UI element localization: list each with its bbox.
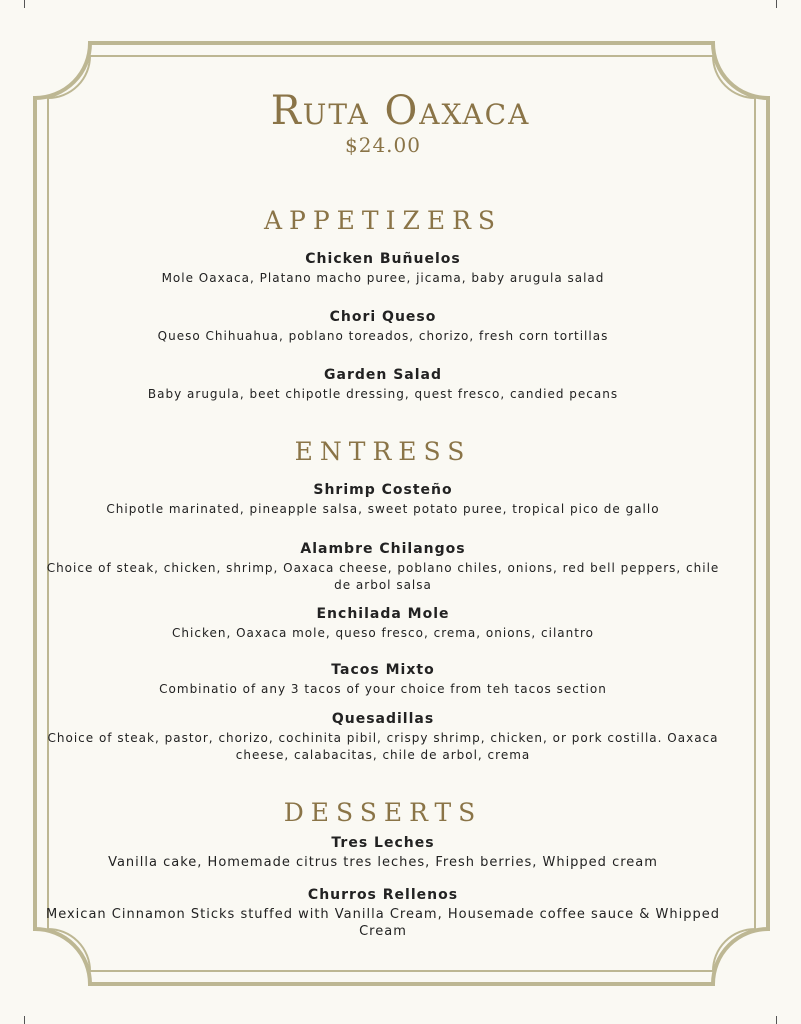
menu-item-description: Choice of steak, chicken, shrimp, Oaxaca cheese, poblano chiles, onions, red bell peppers, chile de arbol salsa <box>46 561 720 592</box>
menu-item <box>40 886 726 940</box>
menu-item-description: Mole Oaxaca, Platano macho puree, jicama, baby arugula salad <box>161 271 605 285</box>
section-heading-appetizers: APPETIZERS <box>263 206 503 235</box>
section-heading-desserts: DESSERTS <box>283 798 483 827</box>
menu-item <box>40 710 726 764</box>
menu-item-description: Chipotle marinated, pineapple salsa, sweet potato puree, tropical pico de gallo <box>106 502 660 516</box>
menu-item-description: Queso Chihuahua, poblano toreados, chorizo, fresh corn tortillas <box>157 329 609 343</box>
menu-item <box>40 605 726 642</box>
menu-item <box>40 250 726 287</box>
menu-item-name: Chori Queso <box>329 309 437 325</box>
menu-item-description: Baby arugula, beet chipotle dressing, quest fresco, candied pecans <box>147 387 619 401</box>
restaurant-title: Ruta Oaxaca <box>270 88 531 134</box>
menu-item-name: Shrimp Costeño <box>313 482 453 498</box>
menu-item-description: Vanilla cake, Homemade citrus tres leches, Fresh berries, Whipped cream <box>108 855 658 870</box>
menu-item <box>40 366 726 403</box>
menu-item <box>40 834 726 871</box>
menu-item <box>40 481 726 518</box>
menu-item-name: Tres Leches <box>331 835 435 851</box>
menu-item <box>40 540 726 594</box>
menu-item-description: Chicken, Oaxaca mole, queso fresco, crema, onions, cilantro <box>172 626 594 640</box>
menu-item-description: Combinatio of any 3 tacos of your choice from teh tacos section <box>159 682 607 696</box>
menu-item-description: Choice of steak, pastor, chorizo, cochinita pibil, crispy shrimp, chicken, or pork costilla. Oaxaca cheese, calabacitas, chile de arbol, crema <box>47 731 719 762</box>
menu-item-name: Alambre Chilangos <box>300 541 466 557</box>
section-heading-entrees: ENTRESS <box>294 437 472 466</box>
menu-item-name: Chicken Buñuelos <box>305 251 461 267</box>
menu-item-name: Enchilada Mole <box>316 606 450 622</box>
menu-item <box>40 661 726 698</box>
menu-item <box>40 308 726 345</box>
menu-item-name: Tacos Mixto <box>331 662 435 678</box>
menu-item-name: Quesadillas <box>331 711 435 727</box>
menu-item-name: Churros Rellenos <box>307 887 459 903</box>
menu-item-name: Garden Salad <box>324 367 442 383</box>
menu-price: $24.00 <box>345 133 421 157</box>
menu-item-description: Mexican Cinnamon Sticks stuffed with Vanilla Cream, Housemade coffee sauce & Whipped Cream <box>46 907 720 939</box>
